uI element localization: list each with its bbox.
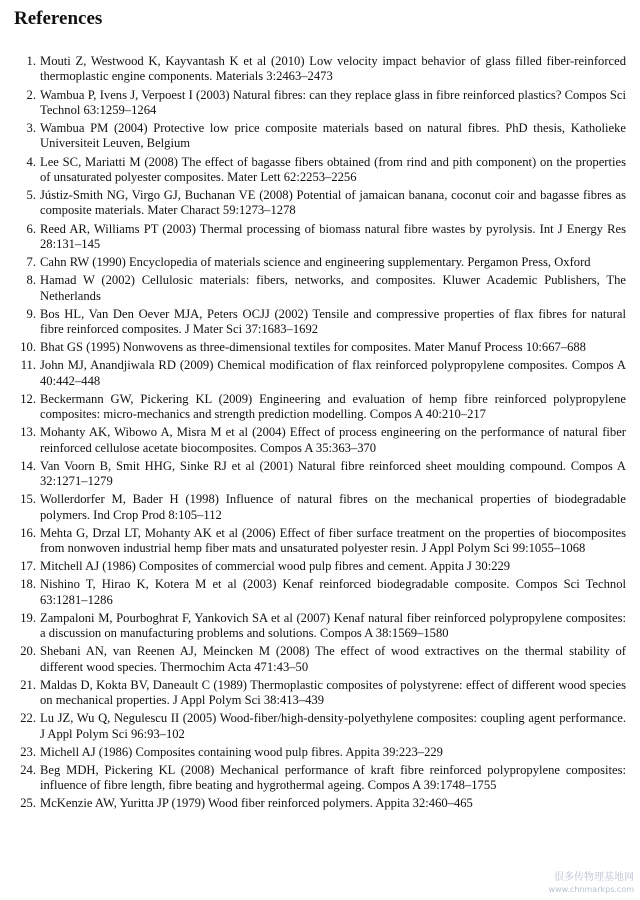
reference-item (14, 526, 626, 557)
reference-number: 12. (20, 391, 36, 406)
reference-item (14, 711, 626, 742)
reference-item (14, 340, 626, 355)
reference-text: Jústiz-Smith NG, Virgo GJ, Buchanan VE (2008) Potential of jamaican banana, coconut coir and bagasse fibres as composite materials. Mater Charact 59:1273–1278 (40, 188, 626, 218)
reference-number: 1. (26, 54, 36, 68)
reference-item (14, 358, 626, 389)
reference-text: Hamad W (2002) Cellulosic materials: fibers, networks, and composites. Kluwer Academic Publishers, The Netherlands (40, 273, 626, 303)
reference-text: McKenzie AW, Yuritta JP (1979) Wood fiber reinforced polymers. Appita 32:460–465 (40, 796, 473, 811)
reference-item (14, 763, 626, 794)
reference-number: 13. (20, 425, 36, 440)
reference-item (14, 796, 626, 811)
reference-item (14, 425, 626, 456)
reference-item (14, 88, 626, 119)
reference-text: Nishino T, Hirao K, Kotera M et al (2003) Kenaf reinforced biodegradable composite. Compos Sci Technol 63:1281–1286 (40, 577, 626, 607)
reference-text: Wollerdorfer M, Bader H (1998) Influence of natural fibres on the mechanical properties of biodegradable polymers. Ind Crop Prod 8:105–112 (40, 492, 626, 522)
reference-text: Lee SC, Mariatti M (2008) The effect of bagasse fibers obtained (from rind and pith component) on the properties of unsaturated polyester composites. Mater Lett 62:2253–2256 (40, 154, 626, 184)
watermark (549, 872, 634, 896)
reference-text: Maldas D, Kokta BV, Daneault C (1989) Thermoplastic composites of polystyrene: effect of different wood species on mechanical properties. J Appl Polym Sci 38:413–439 (40, 677, 626, 708)
reference-text: Beckermann GW, Pickering KL (2009) Engineering and evaluation of hemp fibre reinforced polypropylene composites: micro-mechanics and strength prediction modelling. Compos A 40:210–217 (40, 391, 626, 422)
reference-text: Bos HL, Van Den Oever MJA, Peters OCJJ (2002) Tensile and compressive properties of flax fibres for natural fibre reinforced composites. J Mater Sci 37:1683–1692 (40, 306, 626, 336)
reference-text: Wambua P, Ivens J, Verpoest I (2003) Natural fibres: can they replace glass in fibre reinforced plastics? Compos Sci Technol 63:1259–1264 (40, 87, 626, 117)
reference-item (14, 559, 626, 574)
reference-number: 15. (20, 492, 36, 507)
reference-item (14, 255, 626, 270)
reference-text: Van Voorn B, Smit HHG, Sinke RJ et al (2001) Natural fibre reinforced sheet moulding compound. Compos A 32:1271–1279 (40, 458, 626, 489)
reference-number: 24. (20, 762, 36, 777)
reference-text: Lu JZ, Wu Q, Negulescu II (2005) Wood-fiber/high-density-polyethylene composites: coupling agent performance. J Appl Polym Sci 96:93–102 (40, 711, 626, 741)
reference-text: Bhat GS (1995) Nonwovens as three-dimensional textiles for composites. Mater Manuf Process 10:667–688 (40, 340, 586, 355)
reference-text: Michell AJ (1986) Composites containing wood pulp fibres. Appita 39:223–229 (40, 744, 443, 759)
reference-item (14, 678, 626, 709)
reference-text: Cahn RW (1990) Encyclopedia of materials science and engineering supplementary. Pergamon Press, Oxford (40, 255, 591, 269)
reference-number: 22. (20, 711, 36, 726)
reference-item (14, 611, 626, 642)
reference-item (14, 392, 626, 423)
reference-item (14, 54, 626, 85)
reference-number: 4. (26, 154, 36, 169)
reference-item (14, 155, 626, 186)
reference-item (14, 459, 626, 490)
reference-text: Mehta G, Drzal LT, Mohanty AK et al (2006) Effect of fiber surface treatment on the properties of biocomposites from nonwoven industrial hemp fiber mats and unsaturated polyester resin. J Appl Polym Sci 99:1055–1068 (40, 525, 626, 556)
watermark-line-2: www.chnmarkps.com (548, 885, 634, 894)
reference-number: 20. (20, 644, 36, 659)
reference-number: 17. (20, 559, 36, 574)
reference-number: 21. (20, 677, 36, 692)
reference-item (14, 577, 626, 608)
reference-number: 6. (26, 221, 36, 236)
reference-item (14, 188, 626, 219)
reference-list (14, 54, 626, 812)
reference-item (14, 492, 626, 523)
reference-number: 16. (20, 525, 36, 540)
reference-number: 5. (26, 188, 36, 202)
reference-item (14, 644, 626, 675)
reference-item (14, 121, 626, 152)
references-heading: References (14, 8, 103, 29)
reference-text: Mohanty AK, Wibowo A, Misra M et al (2004) Effect of process engineering on the performance of natural fiber reinforced cellulose acetate biocomposites. Compos A 35:363–370 (40, 425, 626, 455)
watermark-line-1: 很多传物理基地网 (554, 872, 634, 883)
reference-text: John MJ, Anandjiwala RD (2009) Chemical modification of flax reinforced polypropylene composites. Compos A 40:442–448 (40, 358, 626, 388)
reference-number: 25. (20, 796, 36, 811)
reference-item (14, 745, 626, 760)
reference-text: Mouti Z, Westwood K, Kayvantash K et al (2010) Low velocity impact behavior of glass filled fiber-reinforced thermoplastic engine components. Materials 3:2463–2473 (40, 54, 626, 84)
reference-item (14, 222, 626, 253)
reference-text: Wambua PM (2004) Protective low price composite materials based on natural fibres. PhD thesis, Katholieke Universiteit Leuven, Belgium (40, 121, 626, 151)
reference-number: 7. (26, 255, 36, 269)
reference-text: Shebani AN, van Reenen AJ, Meincken M (2008) The effect of wood extractives on the thermal stability of different wood species. Thermochim Acta 471:43–50 (40, 644, 626, 674)
reference-number: 23. (20, 744, 36, 759)
reference-number: 9. (26, 306, 36, 321)
reference-text: Mitchell AJ (1986) Composites of commercial wood pulp fibres and cement. Appita J 30:229 (40, 559, 511, 574)
reference-number: 3. (26, 121, 36, 135)
reference-number: 11. (20, 358, 36, 373)
reference-number: 18. (20, 577, 36, 592)
reference-number: 14. (20, 458, 36, 473)
reference-text: Beg MDH, Pickering KL (2008) Mechanical performance of kraft fibre reinforced polypropylene composites: influence of fibre length, fibre beating and hygrothermal ageing. Compos A 39:1748–1755 (40, 762, 626, 793)
reference-item (14, 273, 626, 304)
reference-item (14, 307, 626, 338)
reference-text: Zampaloni M, Pourboghrat F, Yankovich SA et al (2007) Kenaf natural fiber reinforced polypropylene composites: a discussion on manufacturing problems and solutions. Compos A 38:1569–1580 (40, 610, 626, 641)
reference-number: 10. (20, 340, 36, 355)
reference-number: 19. (20, 610, 36, 625)
reference-text: Reed AR, Williams PT (2003) Thermal processing of biomass natural fibre wastes by pyrolysis. Int J Energy Res 28:131–145 (40, 221, 626, 251)
reference-number: 2. (26, 87, 36, 102)
reference-number: 8. (26, 273, 36, 288)
